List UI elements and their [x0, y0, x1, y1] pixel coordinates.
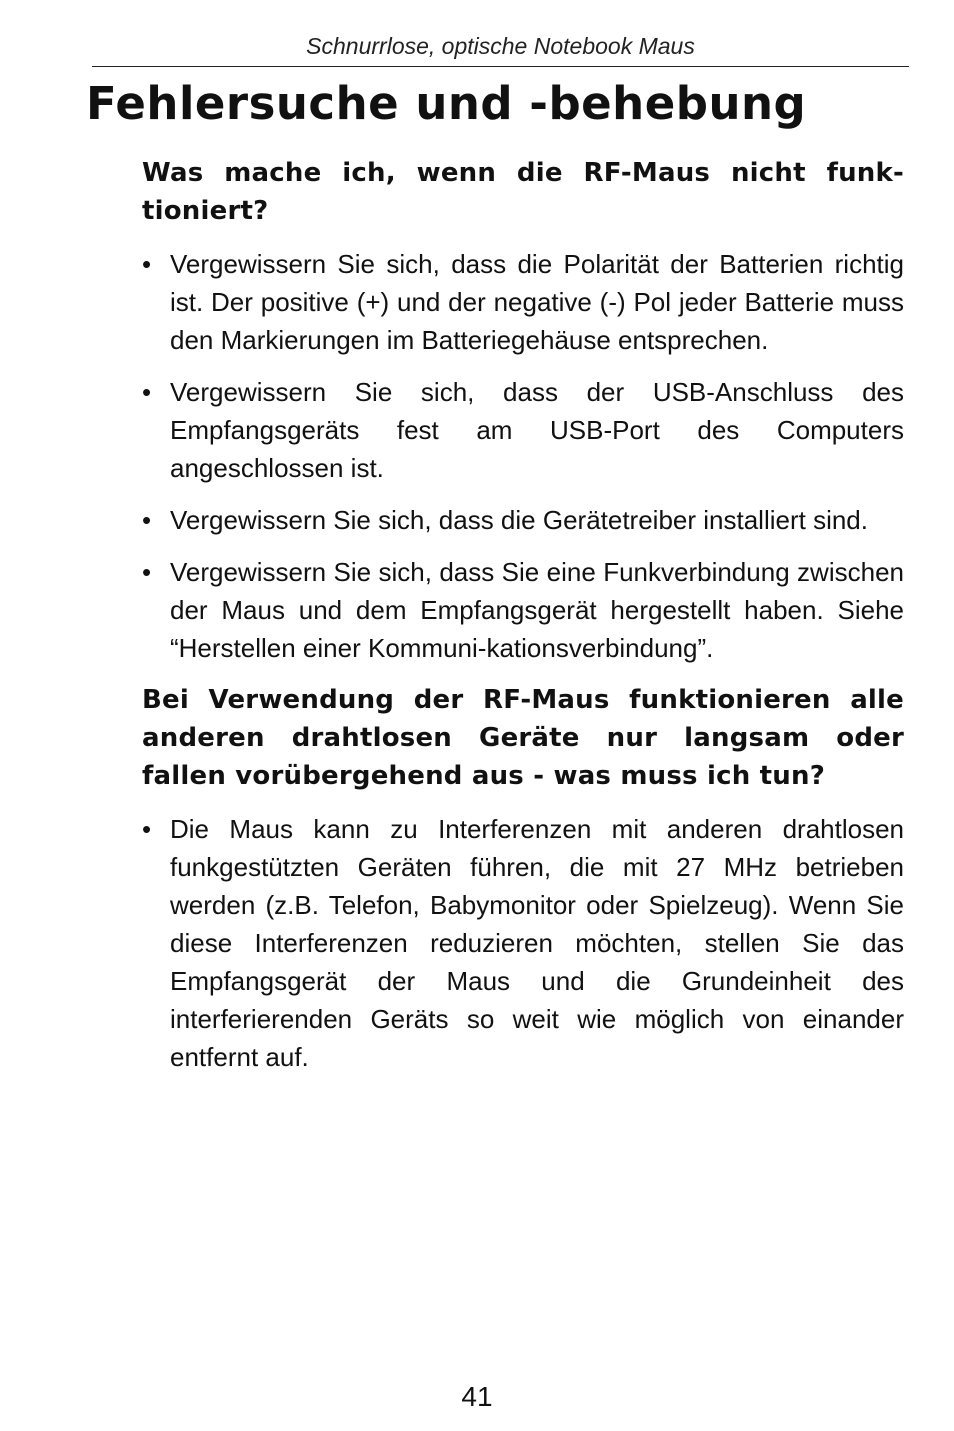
section-question: Bei Verwendung der RF-Maus funktionieren alle anderen drahtlosen Geräte nur langsam oder fallen vorübergehend aus - was muss ich tun?	[142, 685, 904, 791]
main-content	[142, 154, 904, 1090]
list-item-text: Vergewissern Sie sich, dass die Gerätetreiber installiert sind.	[170, 505, 868, 535]
bullet-list	[142, 245, 904, 667]
running-header: Schnurrlose, optische Notebook Maus	[306, 33, 695, 59]
bullet-list	[142, 810, 904, 1076]
list-item	[142, 373, 904, 487]
bullet-icon: •	[142, 505, 152, 535]
list-item-text: Vergewissern Sie sich, dass Sie eine Funkverbindung zwischen der Maus und dem Empfangsgerät hergestellt haben. Siehe “Herstellen einer Kommuni-kationsverbindung”.	[170, 557, 904, 663]
bullet-icon: •	[142, 557, 152, 587]
header-divider	[92, 66, 909, 67]
list-item-text: Vergewissern Sie sich, dass die Polarität der Batterien richtig ist. Der positive (+) und der negative (-) Pol jeder Batterie muss den Markierungen im Batteriegehäuse entsprechen.	[170, 249, 904, 355]
page-title: Fehlersuche und -behebung	[86, 77, 807, 130]
page-number: 41	[461, 1381, 493, 1412]
bullet-icon: •	[142, 814, 152, 844]
section-question: Was mache ich, wenn die RF-Maus nicht funk-tioniert?	[142, 158, 904, 226]
list-item	[142, 553, 904, 667]
bullet-icon: •	[142, 249, 152, 279]
list-item	[142, 810, 904, 1076]
bullet-icon: •	[142, 377, 152, 407]
list-item	[142, 501, 904, 539]
list-item	[142, 245, 904, 359]
list-item-text: Vergewissern Sie sich, dass der USB-Anschluss des Empfangsgeräts fest am USB-Port des Computers angeschlossen ist.	[170, 377, 904, 483]
list-item-text: Die Maus kann zu Interferenzen mit anderen drahtlosen funkgestützten Geräten führen, die mit 27 MHz betrieben werden (z.B. Telefon, Babymonitor oder Spielzeug). Wenn Sie diese Interferenzen reduzieren möchten, stellen Sie das Empfangsgerät der Maus und die Grundeinheit des interferierenden Geräts so weit wie möglich von einander entfernt auf.	[170, 814, 904, 1072]
